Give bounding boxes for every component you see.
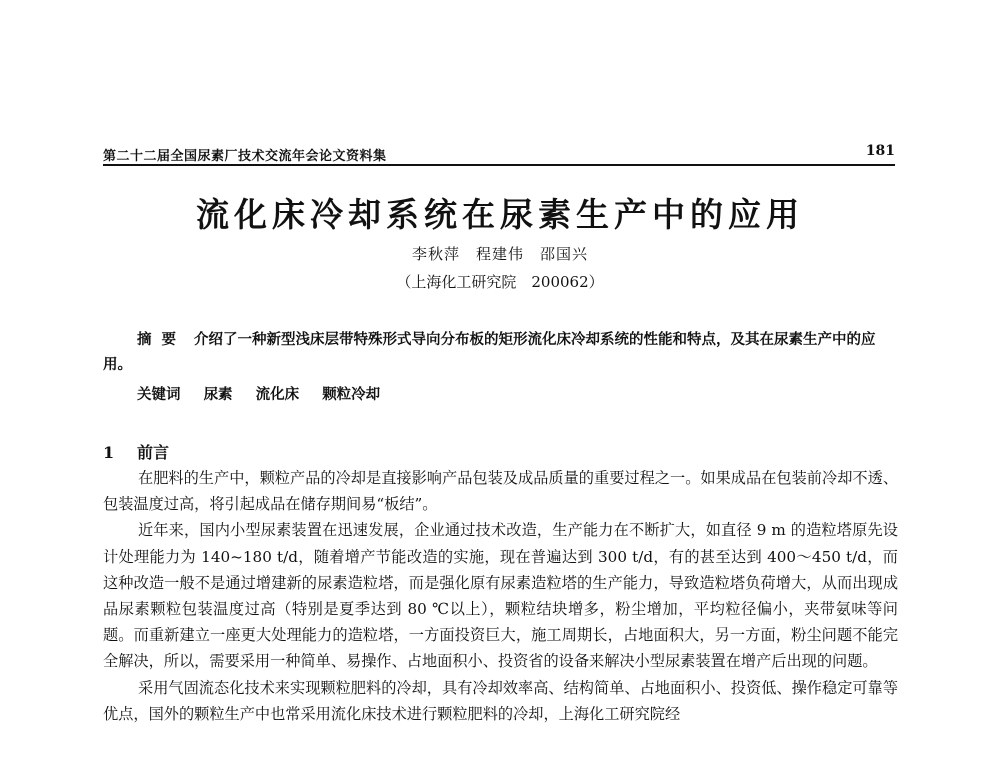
section-title: 前言	[137, 443, 170, 462]
paper-title: 流化床冷却系统在尿素生产中的应用	[196, 195, 804, 234]
keywords	[137, 383, 380, 407]
section-body	[103, 465, 898, 727]
author-list: 李秋萍 程建伟 邵国兴	[411, 245, 588, 263]
keyword-item: 尿素	[203, 386, 233, 403]
header-rule	[103, 164, 895, 166]
body-paragraph: 采用气固流态化技术来实现颗粒肥料的冷却，具有冷却效率高、结构简单、占地面积小、投资低、操作稳定可靠等优点，国外的颗粒生产中也常采用流化床技术进行颗粒肥料的冷却，上海化工研究院经	[103, 678, 898, 723]
abstract-text: 介绍了一种新型浅床层带特殊形式导向分布板的矩形流化床冷却系统的性能和特点，及其在尿素生产中的应用。	[103, 331, 876, 373]
keywords-label: 关键词	[137, 386, 181, 403]
keyword-item: 流化床	[255, 386, 300, 403]
body-paragraph: 在肥料的生产中，颗粒产品的冷却是直接影响产品包装及成品质量的重要过程之一。如果成品在包装前冷却不透、包装温度过高，将引起成品在储存期间易“板结”。	[103, 469, 898, 514]
running-header	[103, 143, 895, 165]
affiliation: （上海化工研究院 200062）	[396, 273, 604, 291]
section-number: 1	[103, 443, 115, 462]
section-heading	[103, 440, 169, 463]
abstract-label: 摘要	[137, 331, 186, 348]
page-number: 181	[865, 143, 895, 159]
abstract	[103, 327, 898, 377]
keyword-item: 颗粒冷却	[322, 386, 381, 403]
body-paragraph: 近年来，国内小型尿素装置在迅速发展，企业通过技术改造，生产能力在不断扩大，如直径 9 m 的造粒塔原先设计处理能力为 140~180 t/d，随着增产节能改造的实施，现在普遍达到 300 t/d，有的甚至达到 400～450 t/d，而这种改造一般不是通过增建新的尿素造粒塔，而是强化原有尿素造粒塔的生产能力，导致造粒塔负荷增大，从而出现成品尿素颗粒包装温度过高（特别是夏季达到 80 ℃以上），颗粒结块增多，粉尘增加，平均粒径偏小，夹带氨味等问题。而重新建立一座更大处理能力的造粒塔，一方面投资巨大，施工周期长，占地面积大，另一方面，粉尘问题不能完全解决，所以，需要采用一种简单、易操作、占地面积小、投资省的设备来解决小型尿素装置在增产后出现的问题。	[103, 521, 898, 671]
series-title: 第二十二届全国尿素厂技术交流年会论文资料集	[103, 149, 387, 164]
